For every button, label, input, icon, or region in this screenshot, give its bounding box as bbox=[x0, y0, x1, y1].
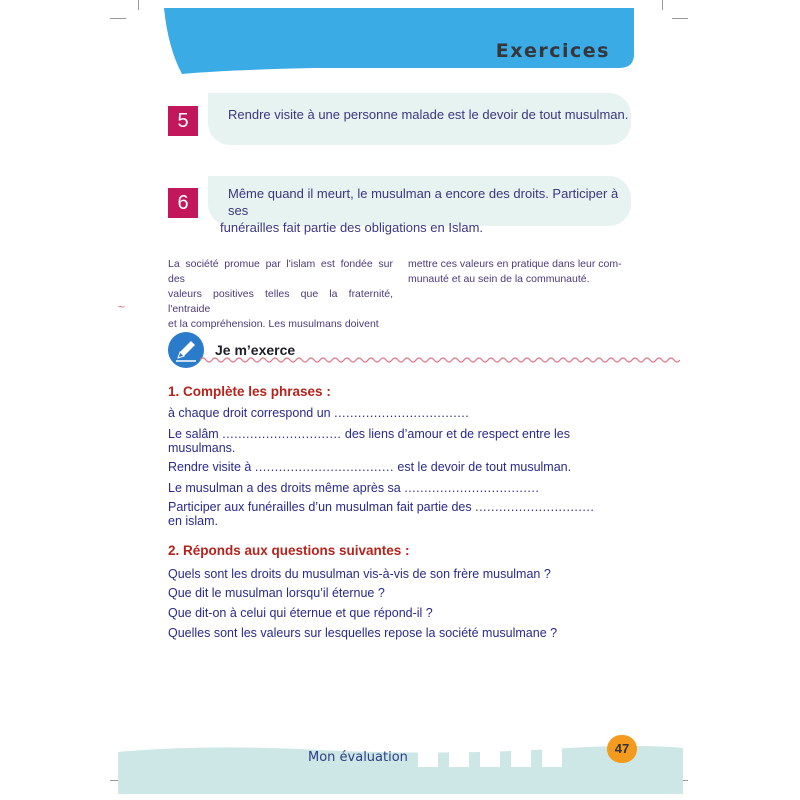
fill-in-line bbox=[168, 481, 633, 495]
line-text: Rendre visite à bbox=[168, 460, 255, 474]
fill-in-line bbox=[168, 406, 633, 420]
note-line: mettre ces valeurs en pratique dans leur com- bbox=[408, 258, 622, 270]
line-text: est le devoir de tout musulman. bbox=[393, 460, 572, 474]
crop-mark bbox=[138, 0, 139, 10]
fill-in-line bbox=[168, 500, 633, 514]
statement-box-5 bbox=[208, 93, 631, 145]
blank-field[interactable]: .................................. bbox=[404, 481, 540, 495]
fill-in-line bbox=[168, 460, 633, 474]
section-title: Je m’exerce bbox=[215, 342, 296, 358]
page-title: Exercices bbox=[495, 40, 610, 62]
question-line: Quels sont les droits du musulman vis-à-vis de son frère musulman ? bbox=[168, 567, 551, 581]
statement-text: Rendre visite à une personne malade est le devoir de tout musulman. bbox=[228, 107, 629, 122]
line-text: Le salâm bbox=[168, 427, 223, 441]
question-line: Quelles sont les valeurs sur lesquelles repose la société musulmane ? bbox=[168, 626, 558, 640]
line-text: à chaque droit correspond un bbox=[168, 406, 335, 420]
evaluation-box[interactable] bbox=[418, 747, 438, 767]
line-continuation: en islam. bbox=[168, 514, 219, 528]
pencil-icon bbox=[168, 332, 204, 368]
line-text: Participer aux funérailles d’un musulman fait partie des bbox=[168, 500, 476, 514]
evaluation-box[interactable] bbox=[542, 747, 562, 767]
number-badge-6: 6 bbox=[168, 188, 198, 218]
note-right-column bbox=[408, 257, 633, 287]
blank-field[interactable]: .................................. bbox=[334, 406, 470, 420]
statement-text: funérailles fait partie des obligations en Islam. bbox=[220, 220, 484, 235]
blank-field[interactable]: .............................. bbox=[222, 427, 342, 441]
exercise-2-heading: 2. Réponds aux questions suivantes : bbox=[168, 543, 410, 558]
crop-mark bbox=[662, 0, 663, 10]
number-badge-5: 5 bbox=[168, 106, 198, 136]
exercise-1-heading: 1. Complète les phrases : bbox=[168, 384, 331, 399]
evaluation-label: Mon évaluation bbox=[308, 750, 408, 765]
note-line: valeurs positives telles que la fraternité, l'entraide bbox=[168, 288, 393, 315]
line-continuation: musulmans. bbox=[168, 441, 236, 455]
statement-box-6 bbox=[208, 176, 631, 235]
blank-field[interactable]: .............................. bbox=[475, 500, 595, 514]
evaluation-box[interactable] bbox=[449, 747, 469, 767]
evaluation-box[interactable] bbox=[480, 747, 500, 767]
note-line: La société promue par l'islam est fondée sur des bbox=[168, 258, 393, 285]
fill-in-line bbox=[168, 427, 633, 441]
note-line: et la compréhension. Les musulmans doivent bbox=[168, 318, 379, 330]
evaluation-box[interactable] bbox=[511, 747, 531, 767]
wavy-underline bbox=[200, 356, 680, 364]
note-left-column bbox=[168, 257, 393, 332]
question-line: Que dit le musulman lorsqu’il éternue ? bbox=[168, 586, 385, 600]
note-line: munauté et au sein de la communauté. bbox=[408, 273, 590, 285]
question-line: Que dit-on à celui qui éternue et que répond-il ? bbox=[168, 606, 433, 620]
page-number: 47 bbox=[607, 735, 637, 763]
statement-text: Même quand il meurt, le musulman a encore des droits. Participer à ses bbox=[228, 186, 619, 218]
line-text: des liens d’amour et de respect entre les bbox=[341, 427, 570, 441]
blank-field[interactable]: ................................... bbox=[254, 460, 394, 474]
crop-mark bbox=[672, 18, 688, 19]
line-text: Le musulman a des droits même après sa bbox=[168, 481, 405, 495]
crop-mark bbox=[110, 18, 126, 19]
squiggle-decoration: ~ bbox=[118, 300, 126, 314]
